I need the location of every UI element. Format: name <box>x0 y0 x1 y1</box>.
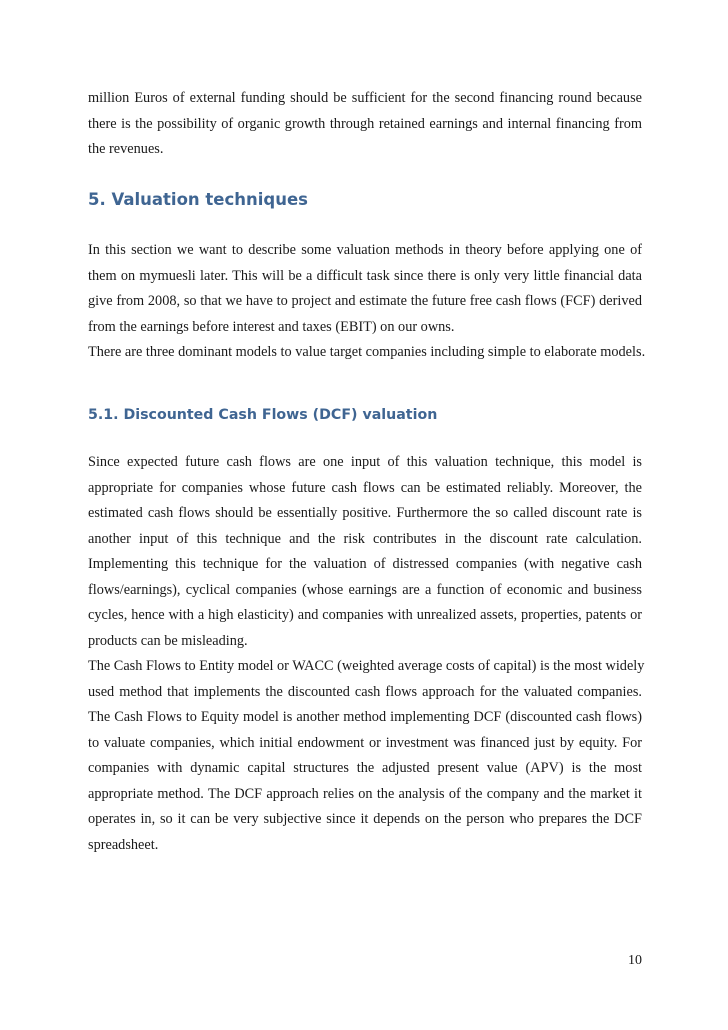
paragraph-line: products can be misleading. <box>88 632 248 649</box>
paragraph-line: The Cash Flows to Equity model is another method implementing DCF (discounted cash flows) <box>88 709 642 725</box>
paragraph-line: estimated cash flows should be essentially positive. Furthermore the so called discount rate is <box>88 505 642 521</box>
paragraph-line: The Cash Flows to Entity model or WACC (weighted average costs of capital) is the most widely <box>88 658 645 674</box>
paragraph-line: give from 2008, so that we have to project and estimate the future free cash flows (FCF) derived <box>88 293 642 309</box>
paragraph-line: from the earnings before interest and taxes (EBIT) on our owns. <box>88 318 455 335</box>
paragraph-line: appropriate for companies whose future cash flows can be estimated reliably. Moreover, the <box>88 479 642 496</box>
paragraph-line: There are three dominant models to value target companies including simple to elaborate models. <box>88 344 646 360</box>
paragraph-line: Since expected future cash flows are one input of this valuation technique, this model is <box>88 454 642 470</box>
paragraph-line: companies with dynamic capital structures the adjusted present value (APV) is the most <box>88 760 642 776</box>
section5-paragraph <box>88 238 646 366</box>
page-number: 10 <box>628 953 642 968</box>
section-heading-valuation-techniques: 5. Valuation techniques <box>88 190 308 209</box>
section5-1-paragraph <box>88 450 645 858</box>
paragraph-line: million Euros of external funding should be sufficient for the second financing round because <box>88 90 642 106</box>
section-heading-dcf-valuation: 5.1. Discounted Cash Flows (DCF) valuation <box>88 407 438 423</box>
paragraph-line: flows/earnings), cyclical companies (whose earnings are a function of economic and business <box>88 581 642 598</box>
paragraph-line: In this section we want to describe some valuation methods in theory before applying one of <box>88 242 642 258</box>
paragraph-line: Implementing this technique for the valuation of distressed companies (with negative cash <box>88 556 642 572</box>
paragraph-line: operates in, so it can be very subjective since it depends on the person who prepares the DCF <box>88 811 642 827</box>
paragraph-line: cycles, hence with a high elasticity) and companies with unrealized assets, properties, patents or <box>88 607 642 623</box>
paragraph-line: there is the possibility of organic growth through retained earnings and internal financing from <box>88 115 642 132</box>
intro-paragraph <box>88 86 642 163</box>
paragraph-line: appropriate method. The DCF approach relies on the analysis of the company and the market it <box>88 785 642 802</box>
paragraph-line: spreadsheet. <box>88 836 159 853</box>
paragraph-line: another input of this technique and the risk contributes in the discount rate calculation. <box>88 530 642 547</box>
paragraph-line: the revenues. <box>88 141 164 157</box>
paragraph-line: used method that implements the discounted cash flows approach for the valuated companies. <box>88 683 642 700</box>
paragraph-line: them on mymuesli later. This will be a difficult task since there is only very little financial data <box>88 267 642 284</box>
paragraph-line: to valuate companies, which initial endowment or investment was financed just by equity. For <box>88 734 642 751</box>
